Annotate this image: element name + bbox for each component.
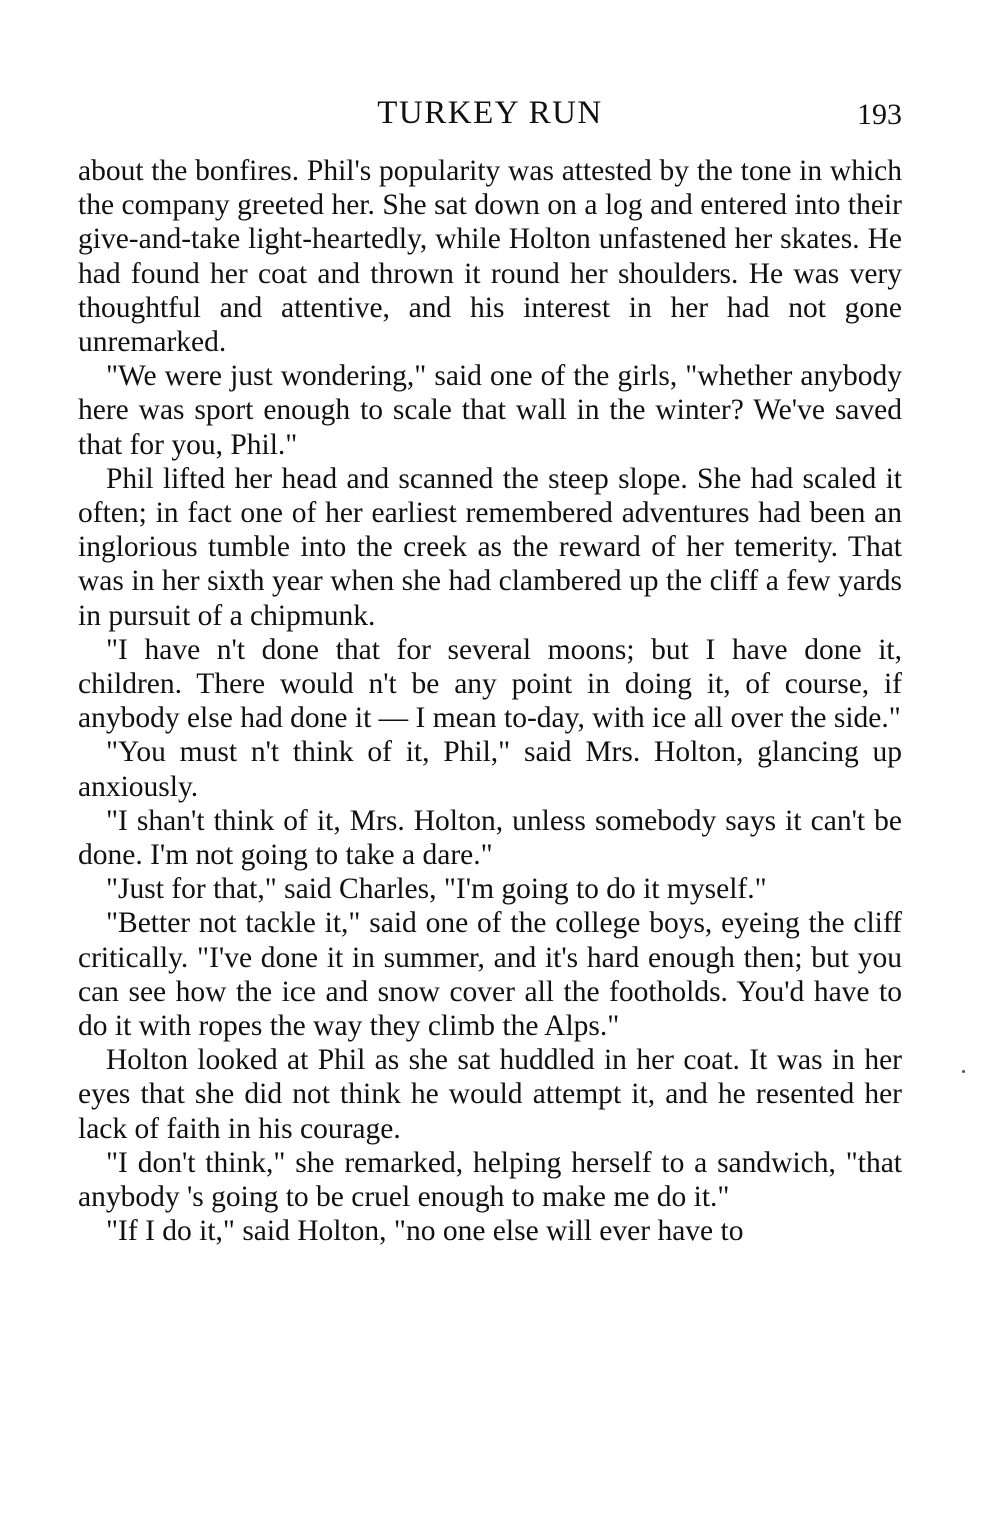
page-number: 193 bbox=[857, 98, 902, 131]
paragraph-last: "If I do it," said Holton, "no one else will ever have to bbox=[106, 1215, 744, 1248]
scan-speck bbox=[962, 1070, 965, 1073]
paragraph: "Better not tackle it," said one of the college boys, eyeing the cliff critically. "I've done it in summer, and it's hard enough then; but you can see how the ice and snow cover all the footholds. You'd have to do it with ropes the way they climb the Alps." bbox=[78, 907, 902, 1043]
paragraph: "Just for that," said Charles, "I'm going to do it myself." bbox=[106, 873, 767, 906]
running-title: TURKEY RUN bbox=[377, 95, 603, 131]
paragraph: "I don't think," she remarked, helping herself to a sandwich, "that anybody 's going to be cruel enough to make me do it." bbox=[78, 1146, 902, 1214]
paragraph: "I shan't think of it, Mrs. Holton, unless somebody says it can't be done. I'm not going to take a dare." bbox=[78, 804, 902, 872]
page-header bbox=[78, 90, 902, 136]
body-text bbox=[78, 154, 902, 1249]
paragraph: "I have n't done that for several moons; but I have done it, children. There would n't be any point in doing it, of course, if anybody else had done it — I mean to-day, with ice all over the side." bbox=[78, 633, 902, 735]
paragraph: "We were just wondering," said one of the girls, "whether anybody here was sport enough to scale that wall in the winter? We've saved that for you, Phil." bbox=[78, 360, 902, 461]
paragraph: Phil lifted her head and scanned the steep slope. She had scaled it often; in fact one of her earliest remembered adventures had been an inglorious tumble into the creek as the reward of her temerity. That was in her sixth year when she had clambered up the cliff a few yards in pursuit of a chipmunk. bbox=[78, 462, 902, 632]
paragraph: "You must n't think of it, Phil," said Mrs. Holton, glancing up anxiously. bbox=[78, 736, 902, 803]
paragraph-continued: about the bonfires. Phil's popularity was attested by the tone in which the company greeted her. She sat down on a log and entered into their give-and-take light-heartedly, while Holton unfastened her skates. He had found her coat and thrown it round her shoulders. He was very thoughtful and attentive, and his interest in her had not gone unremarked. bbox=[78, 155, 902, 359]
paragraph: Holton looked at Phil as she sat huddled in her coat. It was in her eyes that she did not think he would attempt it, and he resented her lack of faith in his courage. bbox=[78, 1044, 902, 1145]
